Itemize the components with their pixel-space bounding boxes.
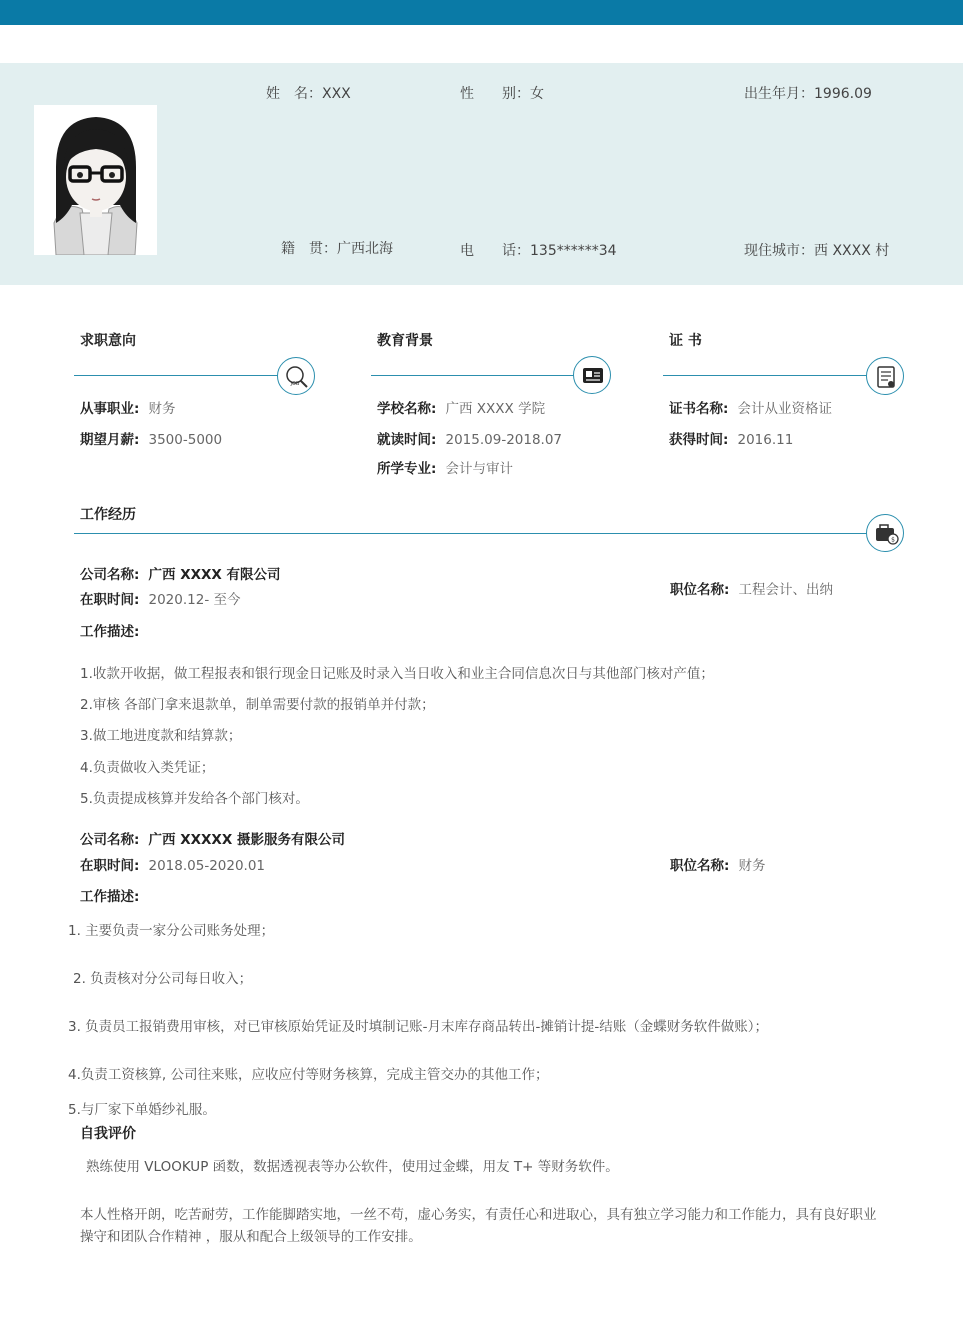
gender-label: 性 别： [460, 86, 530, 102]
major-row [377, 457, 513, 477]
cert-name-row [669, 397, 832, 417]
cert-time-label: 获得时间: [669, 432, 729, 448]
city-field [744, 240, 889, 260]
gender-field [460, 83, 544, 103]
work-rule [74, 533, 867, 534]
phone-field [460, 240, 617, 260]
job1-duty-4: 4.负责做收入类凭证； [80, 760, 215, 776]
job2-company-value: 广西 XXXXX 摄影服务有限公司 [148, 832, 345, 848]
study-time-value: 2015.09-2018.07 [445, 432, 563, 448]
major-label: 所学专业: [377, 461, 437, 477]
education-title: 教育背景 [377, 333, 433, 349]
job-search-icon [277, 357, 315, 395]
certificate-title: 证 书 [669, 333, 702, 349]
svg-text:JOB: JOB [290, 381, 300, 387]
job-value: 财务 [148, 401, 176, 417]
origin-field [281, 238, 393, 258]
job1-duty-3: 3.做工地进度款和结算款； [80, 728, 242, 744]
job2-duty-3: 3. 负责员工报销费用审核，对已审核原始凭证及时填制记账-月末库存商品转出-摊销计提-结账（金蝶财务软件做账）； [68, 1019, 769, 1035]
cert-time-value: 2016.11 [737, 432, 794, 448]
job2-duty-4: 4.负责工资核算, 公司往来账，应收应付等财务核算，完成主管交办的其他工作； [68, 1067, 549, 1083]
job2-time-value: 2018.05-2020.01 [148, 858, 266, 874]
job2-position-label: 职位名称: [670, 858, 730, 874]
job1-duty-1: 1.收款开收据，做工程报表和银行现金日记账及时录入当日收入和业主合同信息次日与其他部门核对产值； [80, 666, 714, 682]
intention-title: 求职意向 [80, 333, 136, 349]
salary-value: 3500-5000 [148, 432, 223, 448]
city-label: 现住城市： [744, 243, 814, 259]
birth-field [744, 83, 872, 103]
avatar [34, 105, 157, 255]
job1-company-value: 广西 XXXX 有限公司 [148, 567, 281, 583]
gender-value: 女 [530, 86, 544, 102]
study-time-label: 就读时间: [377, 432, 437, 448]
job2-position-row [670, 854, 766, 874]
certificate-rule [663, 375, 867, 376]
school-label: 学校名称: [377, 401, 437, 417]
job1-desc-label: 工作描述: [80, 624, 140, 640]
job2-duty-1: 1. 主要负责一家分公司账务处理； [68, 923, 275, 939]
wallet-icon [866, 514, 904, 552]
job2-company-row [80, 828, 345, 848]
cert-time-row [669, 428, 793, 448]
id-card-icon [573, 356, 611, 394]
work-title: 工作经历 [80, 507, 136, 523]
phone-label: 电 话： [460, 243, 530, 259]
job1-position-value: 工程会计、出纳 [738, 582, 833, 598]
name-field [266, 83, 351, 103]
job2-desc-label: 工作描述: [80, 889, 140, 905]
job-row [80, 397, 176, 417]
cert-name-value: 会计从业资格证 [737, 401, 832, 417]
birth-value: 1996.09 [814, 86, 872, 102]
name-value: XXX [322, 86, 351, 102]
job-label: 从事职业: [80, 401, 140, 417]
job1-position-row [670, 578, 833, 598]
self-title: 自我评价 [80, 1126, 136, 1142]
salary-row [80, 428, 222, 448]
cert-name-label: 证书名称: [669, 401, 729, 417]
job1-duty-5: 5.负责提成核算并发给各个部门核对。 [80, 791, 309, 807]
job2-time-row [80, 854, 265, 874]
origin-label: 籍 贯： [281, 241, 337, 257]
school-value: 广西 XXXX 学院 [445, 401, 546, 417]
svg-text:$: $ [891, 536, 895, 544]
job1-duty-2: 2.审核 各部门拿来退款单，制单需要付款的报销单并付款； [80, 697, 435, 713]
job1-position-label: 职位名称: [670, 582, 730, 598]
job2-company-label: 公司名称: [80, 832, 140, 848]
study-time-row [377, 428, 562, 448]
job2-duty-2: 2. 负责核对分公司每日收入； [73, 971, 253, 987]
name-label: 姓 名： [266, 86, 322, 102]
major-value: 会计与审计 [445, 461, 513, 477]
intention-rule [74, 375, 278, 376]
certificate-icon [866, 357, 904, 395]
job2-position-value: 财务 [738, 858, 766, 874]
top-accent-bar [0, 0, 963, 25]
self-paragraph-1: 熟练使用 VLOOKUP 函数，数据透视表等办公软件，使用过金蝶，用友 T+ 等财务软件。 [86, 1159, 619, 1175]
job1-company-label: 公司名称: [80, 567, 140, 583]
job2-duty-5: 5.与厂家下单婚纱礼服。 [68, 1102, 216, 1118]
self-paragraph-2: 本人性格开朗，吃苦耐劳，工作能脚踏实地，一丝不苟，虚心务实，有责任心和进取心，具有独立学习能力和工作能力，具有良好职业操守和团队合作精神 ，服从和配合上级领导的工作安排。 [80, 1207, 877, 1245]
city-value: 西 XXXX 村 [814, 243, 890, 259]
birth-label: 出生年月： [744, 86, 814, 102]
job1-time-label: 在职时间: [80, 592, 140, 608]
origin-value: 广西北海 [337, 241, 393, 257]
salary-label: 期望月薪: [80, 432, 140, 448]
job2-time-label: 在职时间: [80, 858, 140, 874]
education-rule [371, 375, 575, 376]
phone-value: 135******34 [530, 243, 617, 259]
job1-time-value: 2020.12- 至今 [148, 592, 241, 608]
job1-time-row [80, 588, 241, 608]
school-row [377, 397, 545, 417]
job1-company-row [80, 563, 281, 583]
